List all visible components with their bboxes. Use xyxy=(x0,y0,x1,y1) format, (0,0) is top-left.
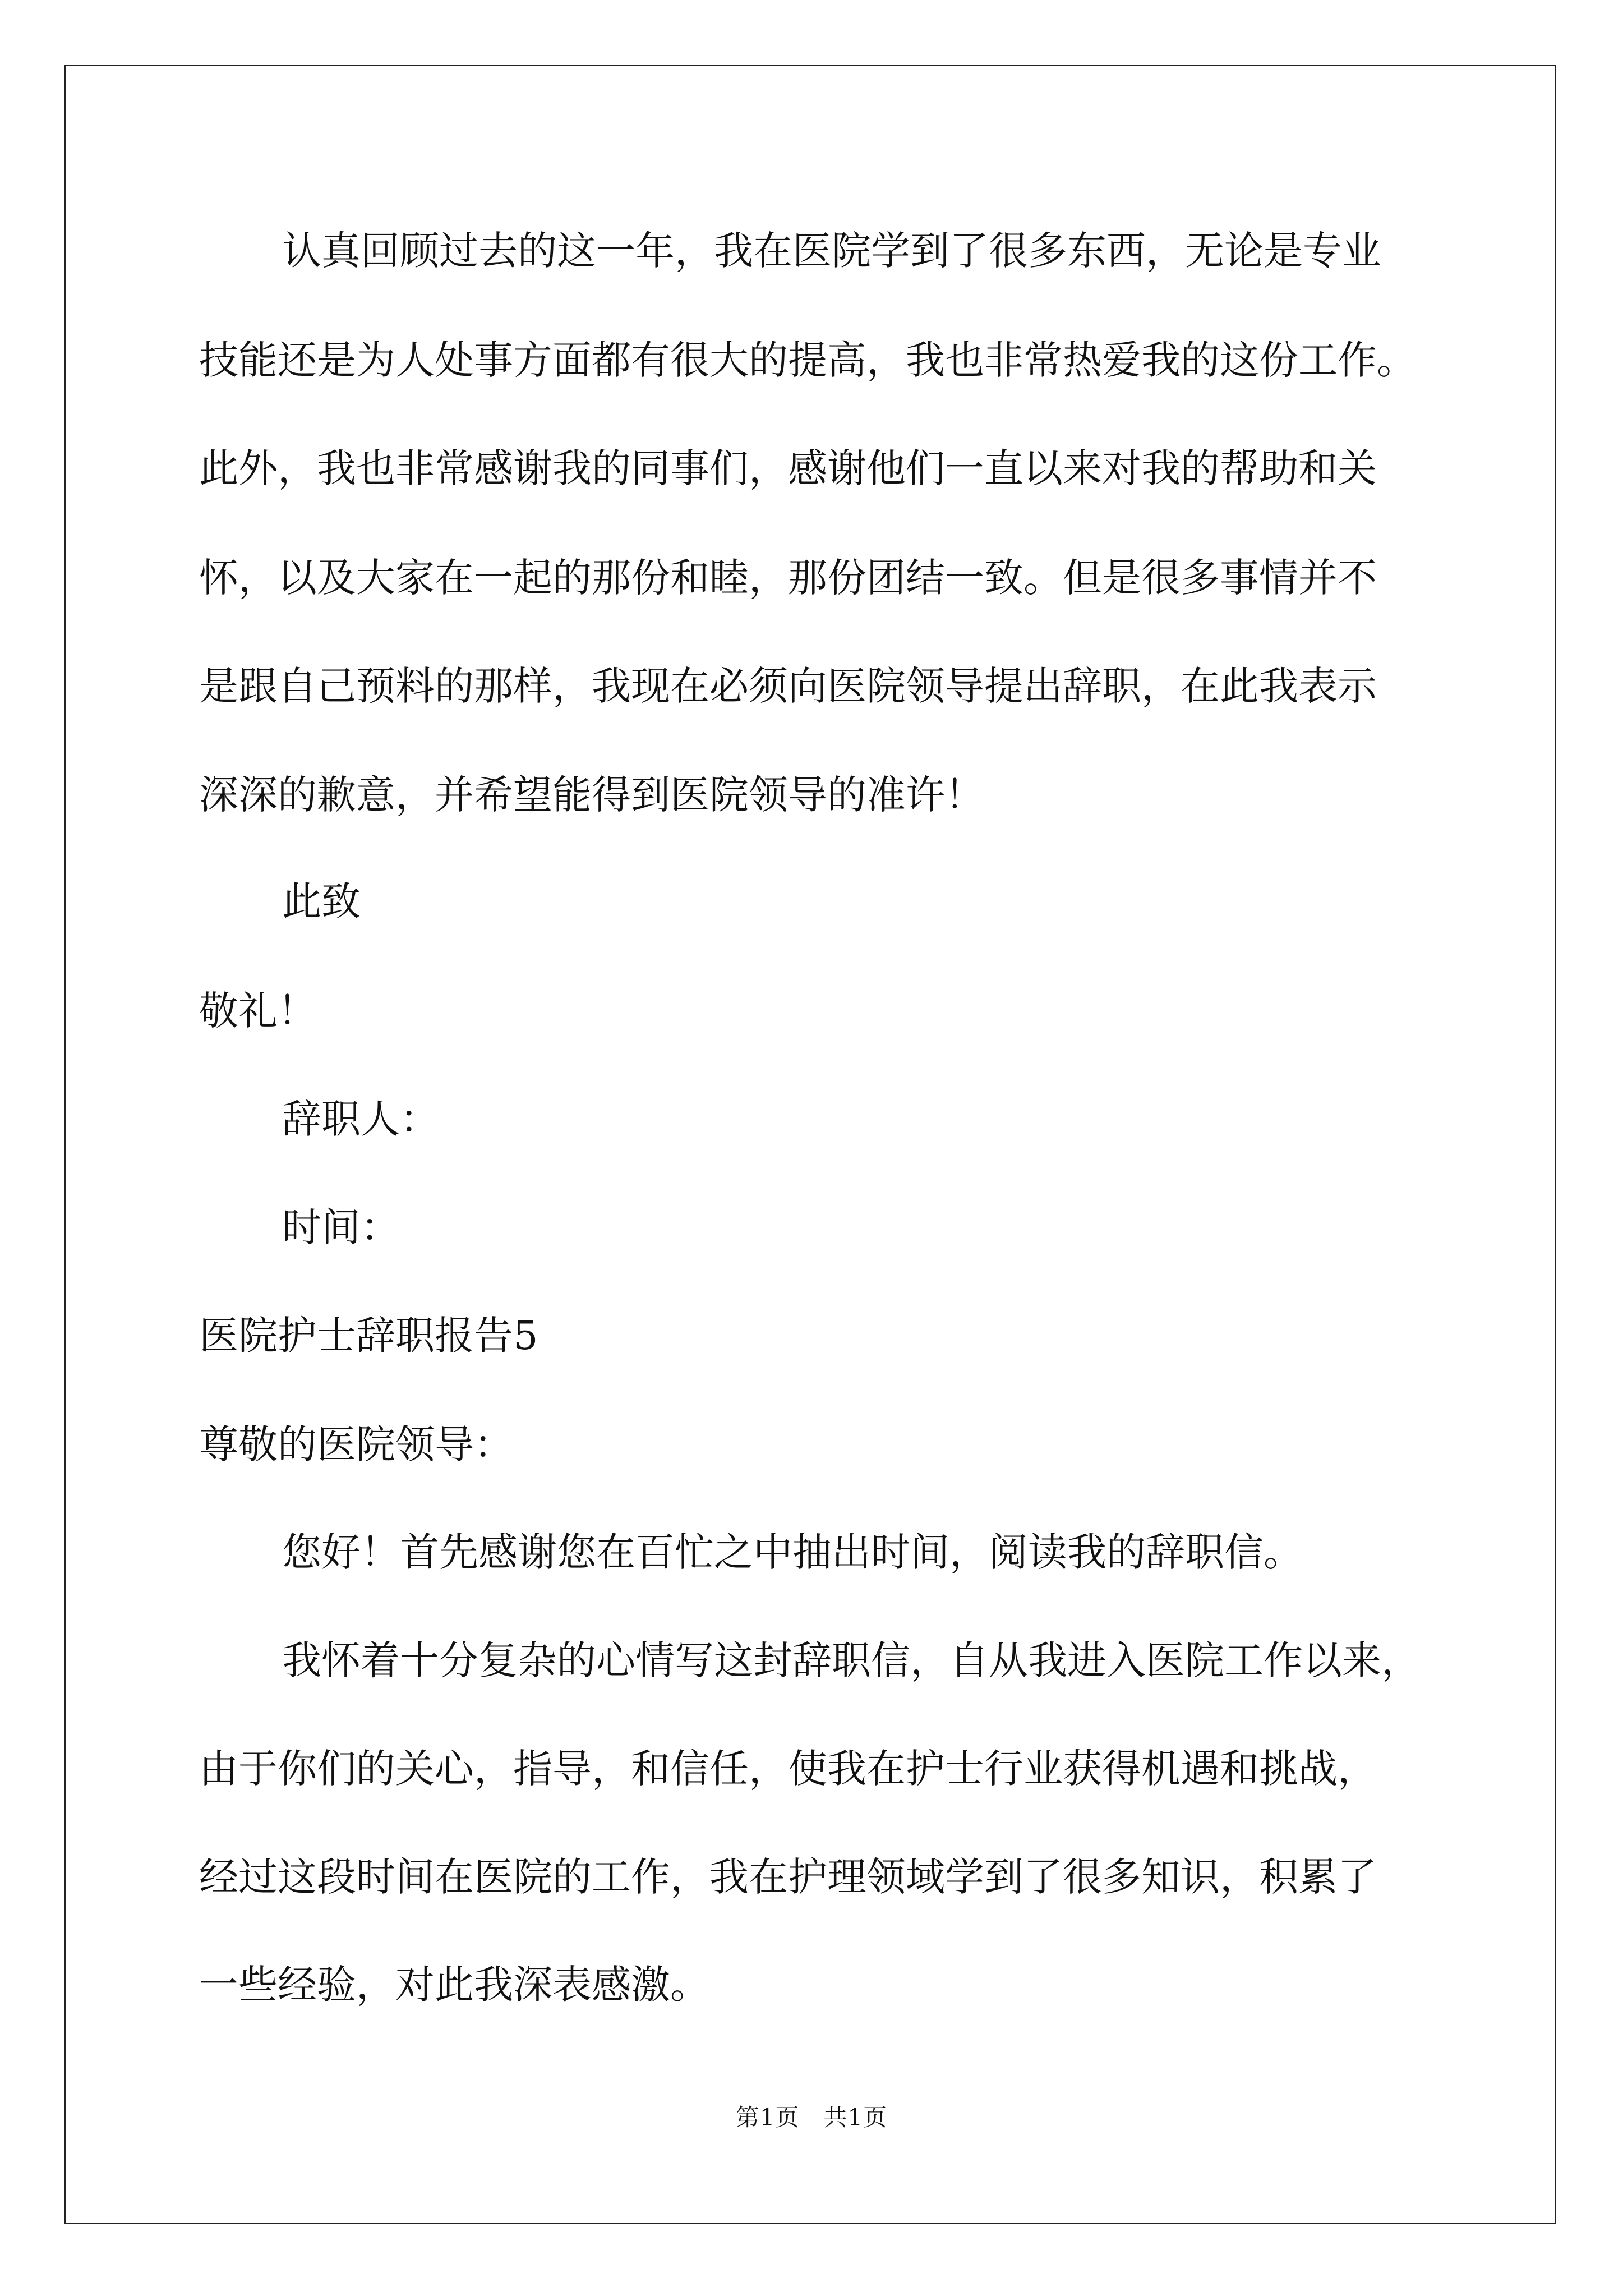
signature-label: 辞职人： xyxy=(282,1096,439,1142)
text-line: 由于你们的关心，指导，和信任，使我在护士行业获得机遇和挑战， xyxy=(199,1746,1377,1792)
greeting: 尊敬的医院领导： xyxy=(199,1421,513,1467)
page-footer: 第1页 共1页 xyxy=(735,2104,888,2131)
text-line: 深深的歉意，并希望能得到医院领导的准许！ xyxy=(199,772,984,818)
closing-regards: 敬礼！ xyxy=(199,988,317,1034)
text-line: 技能还是为人处事方面都有很大的提高，我也非常热爱我的这份工作。 xyxy=(199,337,1416,383)
section-title: 医院护士辞职报告5 xyxy=(199,1313,538,1359)
text-line: 我怀着十分复杂的心情写这封辞职信，自从我进入医院工作以来， xyxy=(282,1637,1421,1683)
text-line: 您好！首先感谢您在百忙之中抽出时间，阅读我的辞职信。 xyxy=(282,1529,1303,1575)
text-line: 一些经验，对此我深表感激。 xyxy=(199,1962,709,2008)
text-line: 认真回顾过去的这一年，我在医院学到了很多东西，无论是专业 xyxy=(282,228,1381,274)
date-label: 时间： xyxy=(282,1204,400,1250)
text-line: 是跟自己预料的那样，我现在必须向医院领导提出辞职，在此我表示 xyxy=(199,663,1377,709)
closing-salutation: 此致 xyxy=(282,878,361,924)
text-line: 经过这段时间在医院的工作，我在护理领域学到了很多知识，积累了 xyxy=(199,1854,1377,1900)
text-line: 怀，以及大家在一起的那份和睦，那份团结一致。但是很多事情并不 xyxy=(199,555,1377,601)
text-line: 此外，我也非常感谢我的同事们，感谢他们一直以来对我的帮助和关 xyxy=(199,445,1377,491)
page-border xyxy=(64,65,1556,2224)
